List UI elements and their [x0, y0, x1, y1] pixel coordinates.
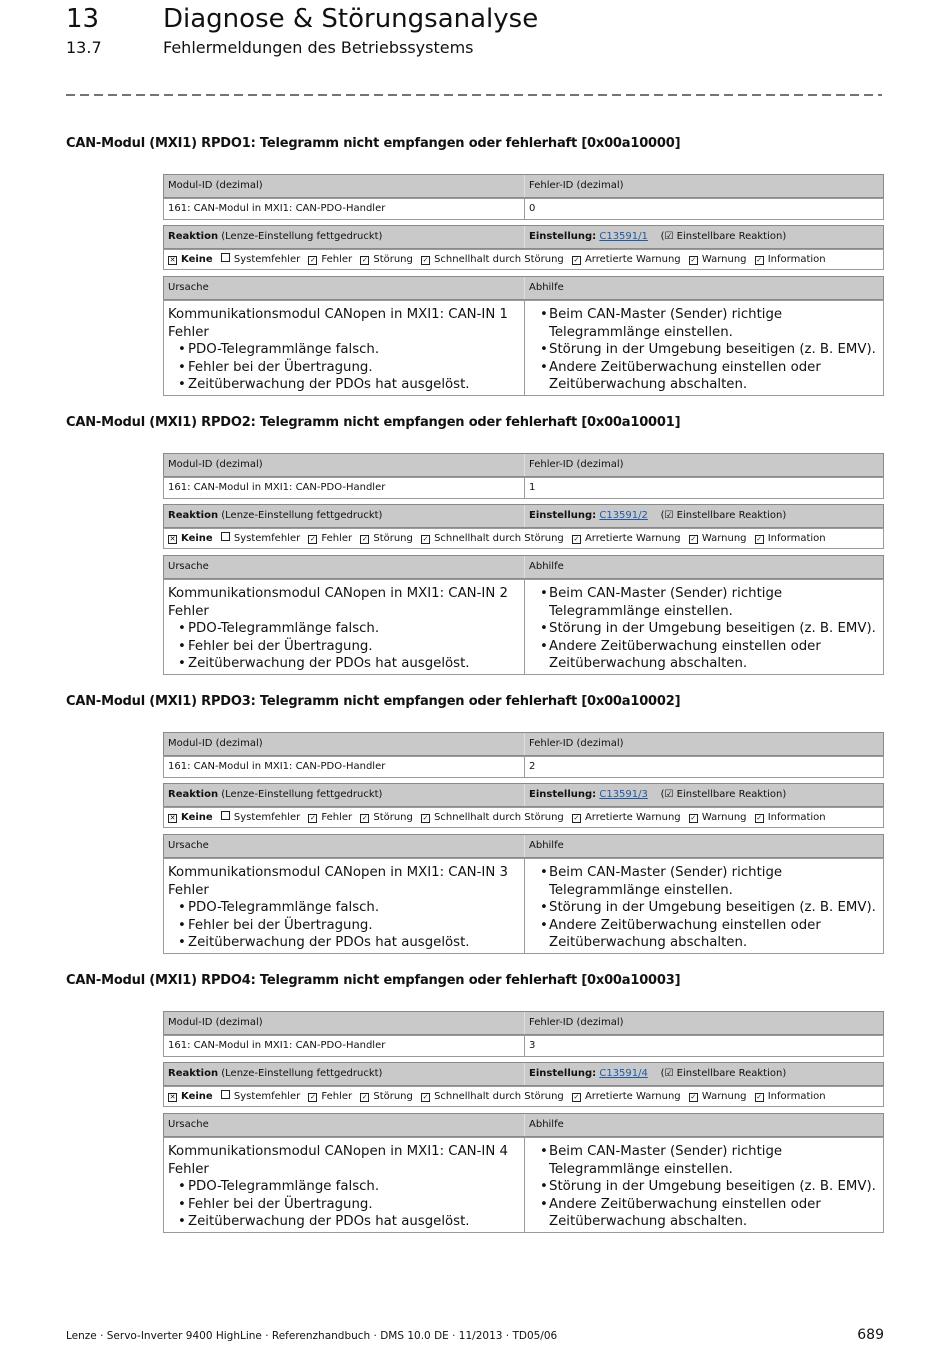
fehler-id-label: Fehler-ID (dezimal): [529, 180, 624, 191]
fehler-id-value: 3: [529, 1040, 536, 1051]
section-title: Fehlermeldungen des Betriebssystems: [163, 38, 474, 57]
reaction-label: Reaktion (Lenze-Einstellung fettgedruckt): [168, 789, 383, 800]
reaction-options-row: [163, 528, 884, 549]
option-stoerung: ✓ Störung: [361, 1091, 413, 1102]
cause-header-row: [163, 1113, 884, 1137]
cause-title: Kommunikationsmodul CANopen in MXI1: CAN-IN 2 Fehler: [168, 586, 508, 619]
id-header-row: [163, 174, 884, 198]
remedy-bullet: • Störung in der Umgebung beseitigen (z. B. EMV).: [529, 1178, 881, 1196]
remedy-bullet: • Beim CAN-Master (Sender) richtige Telegrammlänge einstellen.: [529, 1143, 881, 1178]
checkbox-checked-icon: ✓: [361, 814, 368, 822]
remedy-bullet: • Andere Zeitüberwachung einstellen oder Zeitüberwachung abschalten.: [529, 638, 881, 673]
checkbox-checked-icon: ✓: [309, 1093, 316, 1101]
fehler-id-value: 2: [529, 761, 536, 772]
cause-title: Kommunikationsmodul CANopen in MXI1: CAN-IN 3 Fehler: [168, 865, 508, 898]
setting-code-link[interactable]: C13591/4: [599, 1068, 648, 1079]
option-information: ✓ Information: [756, 1091, 826, 1102]
modul-id-value: 161: CAN-Modul in MXI1: CAN-PDO-Handler: [168, 482, 386, 493]
section-number: 13.7: [66, 38, 102, 57]
modul-id-value: 161: CAN-Modul in MXI1: CAN-PDO-Handler: [168, 203, 386, 214]
cause-bullet: • Fehler bei der Übertragung.: [168, 1196, 518, 1214]
page-number: 689: [857, 1327, 884, 1343]
remedy-cell: [529, 585, 881, 673]
option-information: ✓ Information: [756, 254, 826, 265]
fehler-id-label: Fehler-ID (dezimal): [529, 459, 624, 470]
option-schnellhalt: ✓ Schnellhalt durch Störung: [422, 1091, 564, 1102]
cause-label: Ursache: [168, 561, 209, 572]
cause-remedy-row: [163, 1137, 884, 1233]
checkbox-checked-icon: ✓: [756, 814, 763, 822]
checkbox-checked-icon: ✓: [690, 1093, 697, 1101]
option-arretierte-warnung: ✓ Arretierte Warnung: [573, 254, 681, 265]
fehler-id-label: Fehler-ID (dezimal): [529, 738, 624, 749]
configurable-reaction-note: (☑ Einstellbare Reaktion): [660, 231, 787, 242]
cause-bullet: • Zeitüberwachung der PDOs hat ausgelöst.: [168, 1213, 518, 1231]
cause-bullet: • Zeitüberwachung der PDOs hat ausgelöst.: [168, 655, 518, 673]
cause-cell: [168, 1143, 518, 1231]
cause-label: Ursache: [168, 282, 209, 293]
option-schnellhalt: ✓ Schnellhalt durch Störung: [422, 533, 564, 544]
checkbox-checked-icon: ✓: [690, 814, 697, 822]
checkbox-crossed-icon: ✕: [169, 814, 176, 822]
checkbox-checked-icon: ✓: [361, 1093, 368, 1101]
option-warnung: ✓ Warnung: [690, 1091, 747, 1102]
checkbox-checked-icon: ✓: [573, 1093, 580, 1101]
option-systemfehler: Systemfehler: [221, 533, 300, 544]
header-divider: [66, 89, 882, 101]
remedy-bullet: • Beim CAN-Master (Sender) richtige Telegrammlänge einstellen.: [529, 306, 881, 341]
id-value-row: [163, 198, 884, 220]
cause-header-row: [163, 834, 884, 858]
option-stoerung: ✓ Störung: [361, 533, 413, 544]
option-fehler: ✓ Fehler: [309, 533, 353, 544]
option-arretierte-warnung: ✓ Arretierte Warnung: [573, 533, 681, 544]
remedy-bullet: • Beim CAN-Master (Sender) richtige Telegrammlänge einstellen.: [529, 585, 881, 620]
fehler-id-value: 0: [529, 203, 536, 214]
cause-bullet: • Fehler bei der Übertragung.: [168, 917, 518, 935]
reaction-options-row: [163, 249, 884, 270]
option-systemfehler: Systemfehler: [221, 254, 300, 265]
cause-remedy-row: [163, 858, 884, 954]
option-keine: ✕ Keine: [169, 1091, 213, 1102]
setting-label: Einstellung: C13591/1 (☑ Einstellbare Reaktion): [529, 231, 787, 242]
checkbox-checked-icon: ✓: [422, 814, 429, 822]
modul-id-value: 161: CAN-Modul in MXI1: CAN-PDO-Handler: [168, 761, 386, 772]
configurable-reaction-note: (☑ Einstellbare Reaktion): [660, 510, 787, 521]
id-value-row: [163, 477, 884, 499]
setting-code-link[interactable]: C13591/3: [599, 789, 648, 800]
id-header-row: [163, 732, 884, 756]
cause-label: Ursache: [168, 840, 209, 851]
option-fehler: ✓ Fehler: [309, 254, 353, 265]
cause-bullet: • PDO-Telegrammlänge falsch.: [168, 1178, 518, 1196]
reaction-header-row: [163, 783, 884, 807]
fehler-id-value: 1: [529, 482, 536, 493]
cause-title: Kommunikationsmodul CANopen in MXI1: CAN-IN 4 Fehler: [168, 1144, 508, 1177]
modul-id-label: Modul-ID (dezimal): [168, 180, 263, 191]
footer-text: Lenze · Servo-Inverter 9400 HighLine · Referenzhandbuch · DMS 10.0 DE · 11/2013 · TD05/06: [66, 1330, 558, 1342]
reaction-label: Reaktion (Lenze-Einstellung fettgedruckt): [168, 231, 383, 242]
cause-bullet: • Fehler bei der Übertragung.: [168, 359, 518, 377]
option-arretierte-warnung: ✓ Arretierte Warnung: [573, 1091, 681, 1102]
setting-label: Einstellung: C13591/3 (☑ Einstellbare Reaktion): [529, 789, 787, 800]
option-stoerung: ✓ Störung: [361, 254, 413, 265]
option-keine: ✕ Keine: [169, 533, 213, 544]
option-systemfehler: Systemfehler: [221, 812, 300, 823]
id-header-row: [163, 1011, 884, 1035]
remedy-bullet: • Andere Zeitüberwachung einstellen oder Zeitüberwachung abschalten.: [529, 359, 881, 394]
setting-label: Einstellung: C13591/2 (☑ Einstellbare Reaktion): [529, 510, 787, 521]
checkbox-crossed-icon: ✕: [169, 256, 176, 264]
cause-label: Ursache: [168, 1119, 209, 1130]
remedy-label: Abhilfe: [529, 840, 564, 851]
option-stoerung: ✓ Störung: [361, 812, 413, 823]
cause-bullet: • PDO-Telegrammlänge falsch.: [168, 899, 518, 917]
id-value-row: [163, 1035, 884, 1057]
remedy-cell: [529, 306, 881, 394]
checkbox-checked-icon: ✓: [309, 814, 316, 822]
checkbox-checked-icon: ✓: [309, 256, 316, 264]
setting-code-link[interactable]: C13591/1: [599, 231, 648, 242]
checkbox-checked-icon: ✓: [573, 256, 580, 264]
cause-bullet: • Zeitüberwachung der PDOs hat ausgelöst.: [168, 934, 518, 952]
checkbox-checked-icon: ✓: [422, 535, 429, 543]
cause-remedy-row: [163, 300, 884, 396]
option-systemfehler: Systemfehler: [221, 1091, 300, 1102]
checkbox-crossed-icon: ✕: [169, 535, 176, 543]
checkbox-empty-icon: [221, 1090, 230, 1099]
reaction-header-row: [163, 1062, 884, 1086]
configurable-reaction-note: (☑ Einstellbare Reaktion): [660, 1068, 787, 1079]
checkbox-checked-icon: ✓: [361, 535, 368, 543]
option-arretierte-warnung: ✓ Arretierte Warnung: [573, 812, 681, 823]
modul-id-label: Modul-ID (dezimal): [168, 738, 263, 749]
modul-id-label: Modul-ID (dezimal): [168, 459, 263, 470]
remedy-cell: [529, 864, 881, 952]
checkbox-checked-icon: ✓: [309, 535, 316, 543]
cause-remedy-row: [163, 579, 884, 675]
cause-bullet: • Zeitüberwachung der PDOs hat ausgelöst.: [168, 376, 518, 394]
id-header-row: [163, 453, 884, 477]
modul-id-label: Modul-ID (dezimal): [168, 1017, 263, 1028]
checkbox-empty-icon: [221, 253, 230, 262]
checkbox-checked-icon: ✓: [690, 256, 697, 264]
cause-header-row: [163, 276, 884, 300]
option-fehler: ✓ Fehler: [309, 812, 353, 823]
option-keine: ✕ Keine: [169, 812, 213, 823]
fehler-id-label: Fehler-ID (dezimal): [529, 1017, 624, 1028]
checkbox-checked-icon: ✓: [573, 535, 580, 543]
chapter-title: Diagnose & Störungsanalyse: [163, 4, 539, 34]
cause-bullet: • Fehler bei der Übertragung.: [168, 638, 518, 656]
checkbox-crossed-icon: ✕: [169, 1093, 176, 1101]
checkbox-checked-icon: ✓: [422, 256, 429, 264]
checkbox-checked-icon: ✓: [690, 535, 697, 543]
cause-cell: [168, 864, 518, 952]
remedy-bullet: • Andere Zeitüberwachung einstellen oder Zeitüberwachung abschalten.: [529, 1196, 881, 1231]
cause-title: Kommunikationsmodul CANopen in MXI1: CAN-IN 1 Fehler: [168, 307, 508, 340]
remedy-bullet: • Störung in der Umgebung beseitigen (z. B. EMV).: [529, 341, 881, 359]
reaction-label: Reaktion (Lenze-Einstellung fettgedruckt): [168, 1068, 383, 1079]
option-schnellhalt: ✓ Schnellhalt durch Störung: [422, 812, 564, 823]
setting-label: Einstellung: C13591/4 (☑ Einstellbare Reaktion): [529, 1068, 787, 1079]
option-information: ✓ Information: [756, 533, 826, 544]
setting-code-link[interactable]: C13591/2: [599, 510, 648, 521]
remedy-label: Abhilfe: [529, 282, 564, 293]
checkbox-checked-icon: ✓: [756, 256, 763, 264]
cause-cell: [168, 306, 518, 394]
reaction-options-row: [163, 807, 884, 828]
option-information: ✓ Information: [756, 812, 826, 823]
reaction-label: Reaktion (Lenze-Einstellung fettgedruckt): [168, 510, 383, 521]
cause-bullet: • PDO-Telegrammlänge falsch.: [168, 620, 518, 638]
checkbox-empty-icon: [221, 811, 230, 820]
option-schnellhalt: ✓ Schnellhalt durch Störung: [422, 254, 564, 265]
remedy-bullet: • Beim CAN-Master (Sender) richtige Telegrammlänge einstellen.: [529, 864, 881, 899]
checkbox-checked-icon: ✓: [573, 814, 580, 822]
cause-bullet: • PDO-Telegrammlänge falsch.: [168, 341, 518, 359]
cause-header-row: [163, 555, 884, 579]
reaction-options-row: [163, 1086, 884, 1107]
error-heading: CAN-Modul (MXI1) RPDO4: Telegramm nicht empfangen oder fehlerhaft [0x00a10003]: [66, 973, 681, 988]
error-heading: CAN-Modul (MXI1) RPDO1: Telegramm nicht empfangen oder fehlerhaft [0x00a10000]: [66, 136, 681, 151]
checkbox-checked-icon: ✓: [756, 535, 763, 543]
option-fehler: ✓ Fehler: [309, 1091, 353, 1102]
error-heading: CAN-Modul (MXI1) RPDO2: Telegramm nicht empfangen oder fehlerhaft [0x00a10001]: [66, 415, 681, 430]
remedy-label: Abhilfe: [529, 561, 564, 572]
chapter-number: 13: [66, 4, 100, 34]
error-heading: CAN-Modul (MXI1) RPDO3: Telegramm nicht empfangen oder fehlerhaft [0x00a10002]: [66, 694, 681, 709]
option-warnung: ✓ Warnung: [690, 812, 747, 823]
cause-cell: [168, 585, 518, 673]
option-keine: ✕ Keine: [169, 254, 213, 265]
option-warnung: ✓ Warnung: [690, 254, 747, 265]
checkbox-checked-icon: ✓: [756, 1093, 763, 1101]
id-value-row: [163, 756, 884, 778]
reaction-header-row: [163, 504, 884, 528]
checkbox-empty-icon: [221, 532, 230, 541]
reaction-header-row: [163, 225, 884, 249]
checkbox-checked-icon: ✓: [361, 256, 368, 264]
remedy-bullet: • Störung in der Umgebung beseitigen (z. B. EMV).: [529, 899, 881, 917]
modul-id-value: 161: CAN-Modul in MXI1: CAN-PDO-Handler: [168, 1040, 386, 1051]
remedy-label: Abhilfe: [529, 1119, 564, 1130]
remedy-cell: [529, 1143, 881, 1231]
remedy-bullet: • Andere Zeitüberwachung einstellen oder Zeitüberwachung abschalten.: [529, 917, 881, 952]
checkbox-checked-icon: ✓: [422, 1093, 429, 1101]
option-warnung: ✓ Warnung: [690, 533, 747, 544]
remedy-bullet: • Störung in der Umgebung beseitigen (z. B. EMV).: [529, 620, 881, 638]
configurable-reaction-note: (☑ Einstellbare Reaktion): [660, 789, 787, 800]
